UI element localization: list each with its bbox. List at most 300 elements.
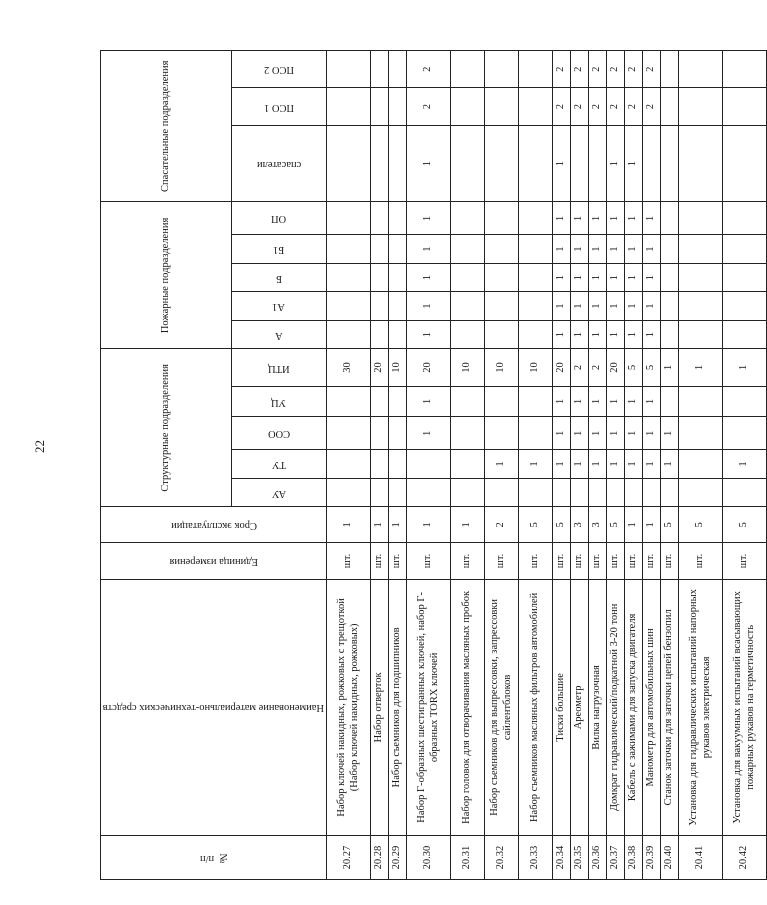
row-value-cell [661,386,679,417]
row-value-cell [723,417,767,450]
row-value-cell [661,263,679,292]
table-row [371,51,389,880]
row-value-cell [661,88,679,125]
row-value-cell: 1 [553,263,571,292]
row-value-cell: 1 [625,450,643,479]
row-value-cell: 1 [407,235,451,264]
row-value-cell [723,292,767,321]
row-name-cell: Набор ключей накидных, рожковых с трещоткой (Набор ключей накидных, рожковых) [327,579,371,836]
row-value-cell [451,417,485,450]
row-value-cell [371,417,389,450]
row-value-cell: 1 [553,450,571,479]
row-term-cell: 2 [485,507,519,543]
row-term-cell: 1 [371,507,389,543]
row-value-cell: 1 [679,349,723,386]
row-name-cell: Набор съемников для подшипников [389,579,407,836]
row-value-cell [519,417,553,450]
row-value-cell [327,417,371,450]
row-num-cell: 20.36 [589,836,607,880]
row-unit-cell: шт. [389,543,407,579]
row-value-cell: 20 [553,349,571,386]
row-value-cell: 30 [327,349,371,386]
row-value-cell: 2 [407,88,451,125]
row-unit-cell: шт. [485,543,519,579]
row-value-cell: 20 [607,349,625,386]
row-value-cell: 1 [607,292,625,321]
row-value-cell: 1 [643,386,661,417]
row-value-cell: 1 [553,320,571,349]
header-col-struct-2 [231,417,326,450]
row-value-cell [679,292,723,321]
header-col-struct-1 [231,450,326,479]
row-value-cell [451,125,485,202]
equipment-table [100,50,767,880]
header-col-rescue-2-text: ПСО 2 [263,64,294,76]
row-num-cell: 20.31 [451,836,485,880]
row-value-cell: 1 [661,417,679,450]
row-value-cell: 5 [625,349,643,386]
row-value-cell: 2 [607,51,625,88]
row-value-cell [485,386,519,417]
row-value-cell: 1 [661,450,679,479]
row-value-cell [723,235,767,264]
row-value-cell: 1 [407,202,451,235]
row-value-cell: 1 [661,349,679,386]
row-unit-cell: шт. [723,543,767,579]
row-value-cell: 2 [625,51,643,88]
row-value-cell [679,235,723,264]
row-value-cell [553,478,571,507]
row-value-cell [327,386,371,417]
row-term-cell: 5 [661,507,679,543]
row-value-cell [327,292,371,321]
row-term-cell: 3 [571,507,589,543]
row-unit-cell: шт. [553,543,571,579]
row-value-cell: 1 [643,320,661,349]
row-value-cell: 20 [407,349,451,386]
row-value-cell [389,386,407,417]
row-name-cell: Набор Г-образных шестигранных ключей, набор Г-образных TORX ключей [407,579,451,836]
header-term-text: Срок эксплуатации [170,519,257,531]
row-value-cell: 1 [625,386,643,417]
row-value-cell: 2 [643,51,661,88]
row-value-cell [371,263,389,292]
header-col-struct-0-text: АУ [271,487,286,499]
row-value-cell [679,263,723,292]
row-value-cell [327,235,371,264]
row-value-cell: 1 [485,450,519,479]
row-value-cell [485,478,519,507]
row-value-cell [485,263,519,292]
row-value-cell [485,320,519,349]
header-row-groups [101,51,232,880]
table-row [589,51,607,880]
row-value-cell [485,292,519,321]
page-number: 22 [32,440,47,453]
table-row [723,51,767,880]
row-value-cell [451,202,485,235]
row-value-cell [643,125,661,202]
header-col-fire-3 [231,235,326,264]
row-value-cell [679,386,723,417]
row-unit-cell: шт. [571,543,589,579]
row-unit-cell: шт. [327,543,371,579]
row-value-cell: 10 [451,349,485,386]
row-value-cell [723,263,767,292]
header-col-rescue-1 [231,88,326,125]
row-value-cell [661,202,679,235]
row-value-cell [485,235,519,264]
row-value-cell [389,88,407,125]
header-num-text: № п/п [199,852,228,864]
table-row [407,51,451,880]
row-value-cell: 1 [571,417,589,450]
row-value-cell: 2 [589,349,607,386]
row-term-cell: 1 [643,507,661,543]
table-row [451,51,485,880]
row-value-cell [327,263,371,292]
row-value-cell [679,478,723,507]
header-unit [101,543,327,579]
header-num [101,836,327,880]
row-num-cell: 20.38 [625,836,643,880]
row-value-cell: 1 [643,235,661,264]
header-col-fire-4 [231,202,326,235]
row-value-cell [451,88,485,125]
row-value-cell [327,320,371,349]
row-value-cell [571,478,589,507]
row-value-cell: 1 [607,125,625,202]
row-value-cell [723,125,767,202]
row-name-cell: Набор съемников для выпрессовки, запрессовки сайлентблоков [485,579,519,836]
row-num-cell: 20.28 [371,836,389,880]
header-col-struct-4 [231,349,326,386]
row-value-cell [371,88,389,125]
row-term-cell: 5 [519,507,553,543]
row-value-cell [679,320,723,349]
row-value-cell [519,202,553,235]
row-value-cell: 1 [407,292,451,321]
row-name-cell: Набор отверток [371,579,389,836]
row-name-cell: Станок заточки для заточки цепей бензопил [661,579,679,836]
row-value-cell: 10 [389,349,407,386]
row-value-cell: 1 [607,320,625,349]
row-name-cell: Установка для вакуумных испытаний всасывающих пожарных рукавов на герметичность [723,579,767,836]
row-unit-cell: шт. [679,543,723,579]
header-group-struct: Структурные подразделения [101,349,232,507]
row-term-cell: 1 [451,507,485,543]
row-value-cell [371,235,389,264]
row-unit-cell: шт. [407,543,451,579]
row-value-cell: 1 [571,386,589,417]
row-value-cell: 1 [625,263,643,292]
row-value-cell: 1 [589,263,607,292]
row-value-cell: 1 [643,263,661,292]
header-col-rescue-1-text: ПСО 1 [263,101,294,113]
row-num-cell: 20.32 [485,836,519,880]
row-value-cell [589,125,607,202]
row-value-cell [519,292,553,321]
row-value-cell: 1 [553,292,571,321]
table-row [519,51,553,880]
row-value-cell [519,125,553,202]
row-value-cell: 2 [607,88,625,125]
row-value-cell [327,88,371,125]
row-value-cell [371,450,389,479]
row-value-cell: 2 [571,88,589,125]
row-term-cell: 1 [389,507,407,543]
row-value-cell: 1 [407,125,451,202]
row-value-cell: 1 [571,292,589,321]
row-value-cell [661,125,679,202]
row-name-cell: Набор головок для отворачивания масляных пробок [451,579,485,836]
row-value-cell [389,263,407,292]
row-name-cell: Тиски большие [553,579,571,836]
row-value-cell [723,202,767,235]
row-term-cell: 5 [553,507,571,543]
row-unit-cell: шт. [371,543,389,579]
row-num-cell: 20.30 [407,836,451,880]
row-value-cell [371,320,389,349]
row-value-cell: 1 [571,450,589,479]
row-name-cell: Манометр для автомобильных шин [643,579,661,836]
row-value-cell [571,125,589,202]
row-value-cell [327,450,371,479]
row-value-cell: 1 [643,202,661,235]
row-value-cell: 1 [553,202,571,235]
row-value-cell [643,478,661,507]
header-col-fire-2-text: Б [275,272,282,284]
header-col-rescue-2 [231,51,326,88]
row-value-cell [723,51,767,88]
row-value-cell [389,450,407,479]
row-value-cell [451,450,485,479]
row-value-cell: 1 [607,202,625,235]
header-term [101,507,327,543]
header-col-fire-0-text: А [275,329,283,341]
row-value-cell: 1 [589,450,607,479]
row-value-cell [519,263,553,292]
row-value-cell: 1 [589,386,607,417]
row-value-cell: 1 [553,417,571,450]
header-col-struct-1-text: ТУ [271,459,286,471]
row-value-cell [327,478,371,507]
row-value-cell: 1 [607,450,625,479]
row-value-cell: 1 [643,292,661,321]
row-term-cell: 1 [625,507,643,543]
row-term-cell: 3 [589,507,607,543]
row-name-cell: Установка для гидравлических испытаний напорных рукавов электрическая [679,579,723,836]
row-name-cell: Домкрат гидравлический/подкатной 3-20 тонн [607,579,625,836]
row-value-cell [389,320,407,349]
header-group-rescue: Спасательные подразделения [101,51,232,202]
row-value-cell: 1 [407,263,451,292]
header-col-fire-0 [231,320,326,349]
row-value-cell [661,51,679,88]
row-value-cell [723,478,767,507]
row-value-cell [661,320,679,349]
row-unit-cell: шт. [519,543,553,579]
table-body [327,51,767,880]
header-col-struct-2-text: СОО [267,428,290,440]
row-value-cell [485,51,519,88]
row-value-cell: 1 [607,263,625,292]
row-value-cell [327,51,371,88]
row-unit-cell: шт. [625,543,643,579]
row-unit-cell: шт. [643,543,661,579]
row-value-cell: 1 [643,450,661,479]
table-row [485,51,519,880]
row-value-cell [679,450,723,479]
row-value-cell: 1 [571,235,589,264]
row-value-cell: 20 [371,349,389,386]
row-value-cell: 1 [625,125,643,202]
header-unit-text: Единица измерения [169,556,258,568]
header-col-rescue-0 [231,125,326,202]
row-term-cell: 5 [607,507,625,543]
row-value-cell [371,125,389,202]
row-num-cell: 20.37 [607,836,625,880]
row-value-cell [451,51,485,88]
row-value-cell [679,51,723,88]
row-num-cell: 20.42 [723,836,767,880]
row-value-cell [485,202,519,235]
row-value-cell: 1 [607,235,625,264]
row-value-cell [451,320,485,349]
row-value-cell: 1 [589,292,607,321]
row-value-cell [485,125,519,202]
header-col-struct-0 [231,478,326,507]
row-value-cell [519,320,553,349]
header-group-fire: Пожарные подразделения [101,202,232,349]
row-value-cell [451,263,485,292]
row-value-cell [723,386,767,417]
row-value-cell [625,478,643,507]
row-value-cell: 1 [607,386,625,417]
row-value-cell: 1 [625,417,643,450]
row-value-cell [661,292,679,321]
table-row [661,51,679,880]
row-value-cell [519,235,553,264]
row-value-cell: 1 [589,235,607,264]
row-value-cell [661,478,679,507]
row-value-cell [407,478,451,507]
row-value-cell [723,88,767,125]
row-num-cell: 20.33 [519,836,553,880]
row-value-cell [485,88,519,125]
row-value-cell [519,478,553,507]
row-unit-cell: шт. [589,543,607,579]
row-value-cell: 2 [643,88,661,125]
row-value-cell: 1 [571,320,589,349]
row-value-cell: 1 [553,235,571,264]
row-value-cell [389,235,407,264]
table-row [643,51,661,880]
header-col-struct-3 [231,386,326,417]
table-row [571,51,589,880]
table-row [607,51,625,880]
row-value-cell [451,478,485,507]
row-value-cell: 1 [519,450,553,479]
header-name [101,579,327,836]
row-value-cell [679,417,723,450]
row-value-cell [485,417,519,450]
row-value-cell: 2 [571,349,589,386]
rotated-table-container [100,50,756,880]
row-value-cell: 1 [553,386,571,417]
row-value-cell: 1 [643,417,661,450]
row-value-cell [371,51,389,88]
row-value-cell [607,478,625,507]
row-value-cell: 2 [571,51,589,88]
row-value-cell [451,386,485,417]
row-value-cell: 1 [607,417,625,450]
row-value-cell [371,202,389,235]
header-name-text: Наименование материально-технических средств [102,702,325,714]
table-row [327,51,371,880]
row-num-cell: 20.29 [389,836,407,880]
table-row [553,51,571,880]
row-value-cell: 1 [407,320,451,349]
table-row [625,51,643,880]
row-value-cell [389,125,407,202]
row-value-cell [371,292,389,321]
row-num-cell: 20.41 [679,836,723,880]
row-value-cell: 1 [407,417,451,450]
row-value-cell: 2 [407,51,451,88]
row-value-cell [679,125,723,202]
row-value-cell [451,235,485,264]
row-value-cell: 10 [519,349,553,386]
row-num-cell: 20.27 [327,836,371,880]
row-unit-cell: шт. [451,543,485,579]
row-value-cell [661,235,679,264]
row-num-cell: 20.40 [661,836,679,880]
row-value-cell [723,320,767,349]
row-value-cell: 1 [407,386,451,417]
row-value-cell: 1 [589,320,607,349]
row-value-cell [679,202,723,235]
row-value-cell [589,478,607,507]
row-unit-cell: шт. [607,543,625,579]
header-col-fire-3-text: Б1 [273,244,285,256]
row-value-cell: 2 [553,51,571,88]
header-col-fire-2 [231,263,326,292]
header-col-struct-4-text: ИТЦ [268,362,290,374]
row-value-cell [389,292,407,321]
row-value-cell [327,202,371,235]
row-value-cell [371,478,389,507]
row-num-cell: 20.34 [553,836,571,880]
row-value-cell [389,202,407,235]
row-value-cell [327,125,371,202]
row-value-cell: 2 [553,88,571,125]
row-value-cell [519,51,553,88]
row-value-cell: 1 [723,349,767,386]
row-value-cell: 1 [589,417,607,450]
row-num-cell: 20.35 [571,836,589,880]
header-col-fire-1 [231,292,326,321]
row-unit-cell: шт. [661,543,679,579]
row-value-cell: 1 [571,202,589,235]
row-value-cell: 1 [723,450,767,479]
row-value-cell: 5 [643,349,661,386]
row-value-cell: 1 [625,235,643,264]
row-name-cell: Вилка нагрузочная [589,579,607,836]
table-row [389,51,407,880]
row-value-cell [519,386,553,417]
row-value-cell: 1 [589,202,607,235]
